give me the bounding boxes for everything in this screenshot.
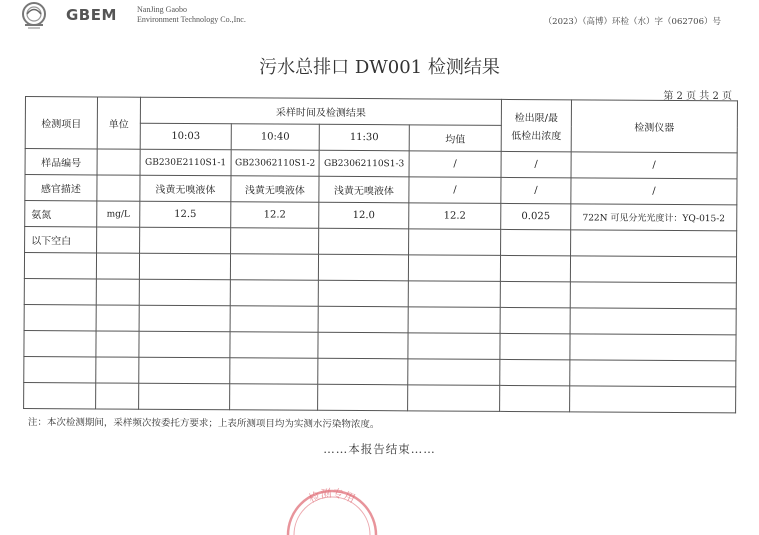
row-item: 氨氮 — [25, 201, 97, 227]
row-limit — [501, 229, 571, 255]
brand-name: GBEM — [66, 6, 117, 24]
row-value-2: 12.2 — [231, 202, 319, 229]
results-table — [23, 96, 737, 416]
svg-text:检测专用 — [306, 486, 357, 506]
header-mean: 均值 — [409, 125, 501, 152]
report-title: 污水总排口 DW001 检测结果 — [259, 57, 500, 78]
row-instrument: / — [571, 152, 737, 179]
header-time-1: 10:03 — [140, 123, 231, 150]
row-instrument: / — [571, 178, 737, 205]
header-time-2: 10:40 — [231, 124, 319, 151]
row-item: 以下空白 — [25, 227, 97, 253]
footnote: 注：本次检测期间，采样频次按委托方要求；上表所测项目均为实测水污染物浓度。 — [27, 416, 380, 431]
row-limit: / — [501, 177, 571, 203]
table-row-empty — [24, 382, 736, 412]
row-value-1: 浅黄无嗅液体 — [140, 175, 231, 202]
row-value-3: GB23062110S1-3 — [319, 150, 409, 177]
report-number: （2023）（高博）环检（水）字（062706）号 — [543, 17, 721, 27]
seal-text: 检测专用 — [306, 486, 358, 506]
row-value-2 — [231, 228, 319, 255]
row-item: 样品编号 — [25, 149, 97, 175]
row-unit — [97, 227, 140, 253]
row-unit: mg/L — [97, 201, 140, 227]
header-limit-line2: 低检出浓度 — [511, 130, 562, 143]
row-instrument: 722N 可见分光光度计：YQ-015-2 — [571, 204, 737, 231]
row-item: 感官描述 — [25, 175, 97, 201]
header-detection-limit — [501, 99, 571, 151]
row-value-3: 浅黄无嗅液体 — [319, 176, 409, 203]
header-sampling: 采样时间及检测结果 — [140, 97, 501, 125]
row-limit: / — [501, 151, 571, 177]
row-value-3: 12.0 — [319, 202, 409, 229]
header-instrument: 检测仪器 — [571, 100, 737, 153]
end-of-report: ……本报告结束…… — [323, 442, 436, 456]
header-time-3: 11:30 — [319, 124, 409, 151]
row-value-3 — [319, 228, 409, 255]
row-limit: 0.025 — [501, 203, 571, 229]
row-unit — [97, 149, 140, 175]
company-logo — [18, 1, 50, 31]
row-unit — [97, 175, 140, 201]
header-item: 检测项目 — [25, 97, 97, 149]
row-value-1 — [140, 227, 231, 254]
company-name — [137, 5, 246, 25]
row-mean: / — [409, 151, 501, 178]
company-name-line2: Environment Technology Co.,Inc. — [137, 15, 246, 24]
row-value-1: 12.5 — [140, 201, 231, 228]
row-mean: / — [409, 177, 501, 204]
row-instrument — [571, 230, 737, 257]
official-seal — [282, 485, 382, 535]
row-value-2: 浅黄无嗅液体 — [231, 176, 319, 203]
header-limit-line1: 检出限/最 — [514, 112, 559, 125]
header-unit: 单位 — [97, 97, 140, 149]
row-mean — [409, 229, 501, 256]
row-value-2: GB23062110S1-2 — [231, 150, 319, 177]
company-name-line1: NanJing Gaobo — [137, 5, 187, 14]
page-header — [0, 0, 759, 40]
page-indicator: 第 2 页 共 2 页 — [663, 91, 732, 102]
row-mean: 12.2 — [409, 203, 501, 230]
row-value-1: GB230E2110S1-1 — [140, 149, 231, 176]
